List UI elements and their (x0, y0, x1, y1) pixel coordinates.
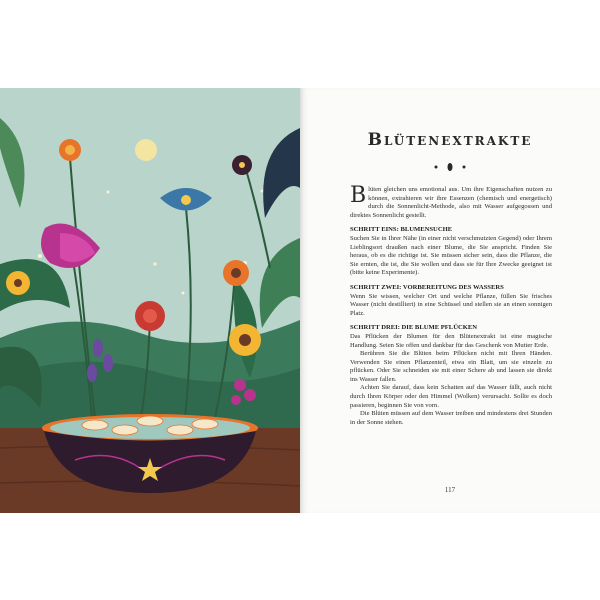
section-paragraph: Berühren Sie die Blüten beim Pflücken nicht mit Ihren Händen. Verwenden Sie einen Pflanzenteil, etwa ein Blatt, um sie einzeln zu pflücken. Oder Sie schneiden sie mit einer Schere ab und lassen sie direkt ins Wasser fallen. (350, 350, 552, 383)
illustration-page (0, 88, 300, 513)
section-heading: SCHRITT EINS: BLUMENSUCHE (350, 226, 453, 234)
orange-daisy-icon (223, 260, 249, 286)
sun-icon (135, 139, 157, 161)
orange-flower-icon (59, 139, 81, 161)
article-body (350, 183, 552, 427)
drop-cap: B (350, 183, 367, 208)
yellow-flower-icon (6, 271, 30, 295)
section-paragraph: Das Pflücken der Blumen für den Blütenextrakt ist eine magische Handlung. Seien Sie offen und dankbar für das Geschenk von Mutter Erde. (350, 332, 552, 349)
section-heading: SCHRITT ZWEI: VORBEREITUNG DES WASSERS (350, 283, 504, 291)
page-title: Blütenextrakte (367, 130, 533, 150)
section-paragraph: Achten Sie darauf, dass kein Schatten auf das Wasser fällt, auch nicht durch Ihren Körper oder den Himmel (Wolken) verursacht. Sollte es doch passieren, beginnen Sie von vorn. (350, 384, 552, 409)
page-number: 117 (444, 486, 456, 494)
intro-paragraph: Blüten gleichen uns emotional aus. Um ihre Eigenschaften nutzen zu können, extrahieren wir ihre Essenzen (chemisch und energetisch) durch die Sonnenlicht-Methode, also mit Wasser aufgegossen und direktes Sonnenlicht gestellt. (350, 183, 552, 219)
ornament-dots-icon (430, 160, 470, 174)
yellow-daisy-icon (229, 324, 261, 356)
section-paragraph: Die Blüten müssen auf dem Wasser treiben und mindestens drei Stunden in der Sonne stehen. (350, 410, 552, 426)
red-rose-icon (135, 301, 165, 331)
section-paragraph: Suchen Sie in Ihrer Nähe (in einer nicht verschmutzten Gegend) oder Ihrem Lieblingsort draußen nach einer Blume, die Sie anspricht. Finden Sie heraus, ob es die richtige ist. Sie müssen sicher sein, dass die Pflanze, die Sie ernten, die ist, die Sie wollen und dass sie für Ihre Zwecke geeignet ist (bitte keine Experimente). (350, 234, 552, 277)
section-paragraph: Wenn Sie wissen, welcher Ort und welche Pflanze, füllen Sie frisches Wasser (nicht destilliert) in eine Schüssel und stellen sie an einen sonnigen Platz. (350, 292, 552, 317)
dark-flower-icon (232, 155, 252, 175)
book-spread (0, 88, 600, 513)
text-page (300, 88, 600, 513)
section-heading: SCHRITT DREI: DIE BLUME PFLÜCKEN (350, 324, 478, 332)
flower-bowl-illustration (0, 88, 300, 513)
